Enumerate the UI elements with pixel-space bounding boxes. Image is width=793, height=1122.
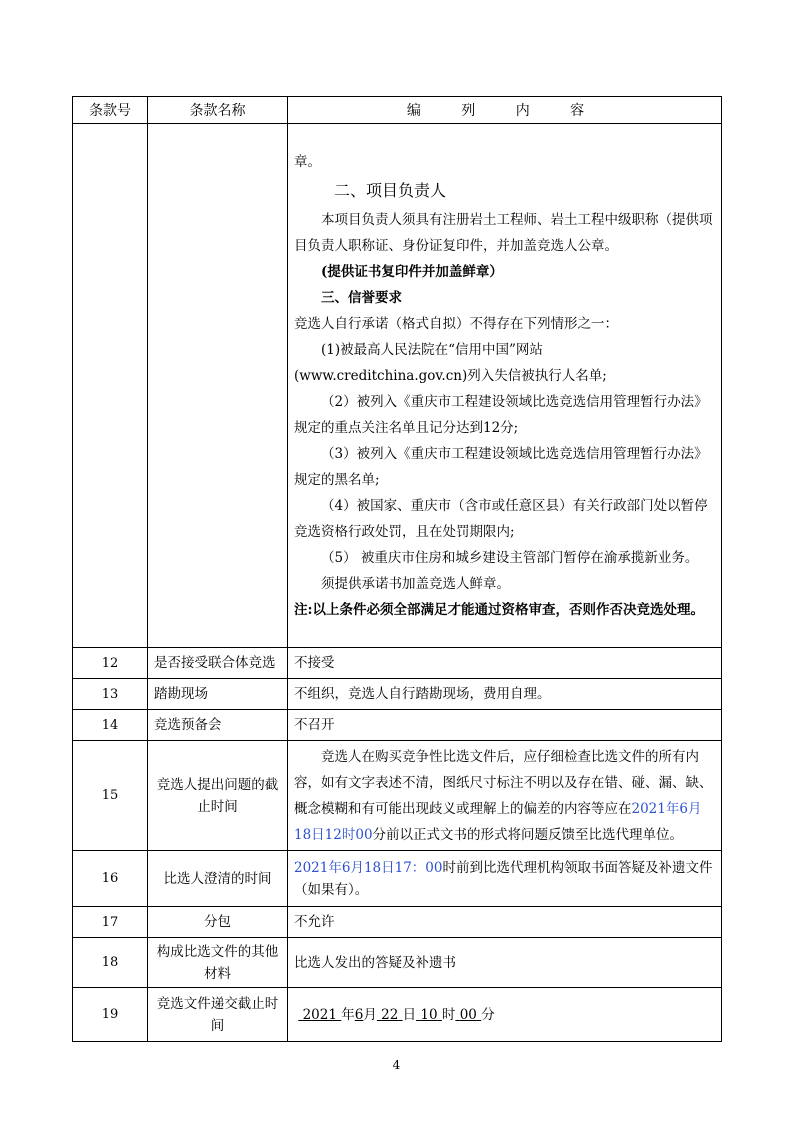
content-text: 时前到比选代理机构领取书面答疑及补遗文件（如果有）。 (294, 859, 713, 898)
clause-name: 是否接受联合体竞选 (148, 648, 288, 679)
deadline-date: 2021年6月18日12时00 (294, 800, 702, 843)
cell-number-empty (73, 124, 148, 648)
page-number: 4 (392, 1058, 401, 1072)
credit-item-3: （3）被列入《重庆市工程建设领域比选竞选信用管理暂行办法》规定的黑名单; (294, 445, 708, 488)
credit-item-2: （2）被列入《重庆市工程建设领域比选竞选信用管理暂行办法》规定的重点关注名单且记分达到12分; (294, 393, 708, 436)
clause-number: 14 (73, 710, 148, 741)
clause-number: 16 (73, 851, 148, 907)
table-row (73, 679, 722, 710)
clause-content: 比选人发出的答疑及补遗书 (288, 938, 722, 988)
clause-content: 不组织，竞选人自行踏勘现场，费用自理。 (288, 679, 722, 710)
table-row-continued (73, 124, 722, 648)
table-row (73, 938, 722, 988)
bold-note-certificate: (提供证书复印件并加盖鲜章） (321, 263, 503, 280)
table-row (73, 988, 722, 1042)
qualification-note: 注:以上条件必须全部满足才能通过资格审查，否则作否决竞选处理。 (294, 601, 704, 618)
section-heading-credit: 三、信誉要求 (321, 289, 402, 306)
deadline-day: 22 (381, 1006, 399, 1023)
clarification-date: 2021年6月18日17：00 (294, 859, 443, 876)
table-row (73, 648, 722, 679)
clause-content (288, 851, 722, 907)
credit-item-4: （4）被国家、重庆市（含市或任意区县）有关行政部门处以暂停竞选资格行政处罚，且在处罚期限内; (294, 497, 708, 540)
table-row (73, 851, 722, 907)
table-header-row (73, 97, 722, 124)
deadline-minute: 00 (459, 1006, 477, 1023)
header-clause-number: 条款号 (73, 97, 148, 124)
header-clause-name: 条款名称 (148, 97, 288, 124)
clause-number: 18 (73, 938, 148, 988)
cell-content (288, 124, 722, 648)
clause-name: 比选人澄清的时间 (148, 851, 288, 907)
clause-name: 踏勘现场 (148, 679, 288, 710)
clause-name: 竞选预备会 (148, 710, 288, 741)
credit-commitment-note: 须提供承诺书加盖竞选人鲜章。 (321, 575, 510, 592)
clause-name: 竞选文件递交截止时间 (148, 988, 288, 1042)
table-row (73, 710, 722, 741)
deadline-hour: 10 (420, 1006, 438, 1023)
clause-name: 分包 (148, 907, 288, 938)
cell-name-empty (148, 124, 288, 648)
header-content: 编 列 内 容 (288, 97, 722, 124)
clause-name: 竞选人提出问题的截止时间 (148, 741, 288, 851)
table-row (73, 907, 722, 938)
clause-content (288, 741, 722, 851)
clause-content: 不允许 (288, 907, 722, 938)
paragraph-project-leader: 本项目负责人须具有注册岩土工程师、岩土工程中级职称（提供项目负责人职称证、身份证复印件，并加盖竞选人公章。 (294, 211, 713, 254)
credit-item-1: (1)被最高人民法院在“信用中国”网站(www.creditchina.gov.cn)列入失信被执行人名单; (294, 341, 607, 384)
clause-content: 不接受 (288, 648, 722, 679)
deadline-year: 2021 (302, 1006, 337, 1023)
text-line: 章。 (294, 153, 321, 170)
paragraph-credit-intro: 竞选人自行承诺（格式自拟）不得存在下列情形之一： (294, 315, 618, 332)
clause-content: 不召开 (288, 710, 722, 741)
content-text: 竞选人在购买竞争性比选文件后，应仔细检查比选文件的所有内容，如有文字表述不清，图纸尺寸标注不明以及存在错、碰、漏、缺、概念模糊和有可能出现歧义或理解上的偏差的内容等应在 (294, 748, 713, 817)
clause-number: 13 (73, 679, 148, 710)
clause-table (72, 96, 722, 1042)
credit-item-5: （5） 被重庆市住房和城乡建设主管部门暂停在渝承揽新业务。 (321, 549, 699, 566)
clause-number: 12 (73, 648, 148, 679)
clause-name: 构成比选文件的其他材料 (148, 938, 288, 988)
clause-number: 19 (73, 988, 148, 1042)
table-row (73, 741, 722, 851)
content-text: 分前以正式文书的形式将问题反馈至比选代理单位。 (372, 826, 684, 843)
section-heading-project-leader: 二、项目负责人 (334, 180, 447, 200)
deadline-month: 6 (354, 1006, 364, 1023)
clause-number: 17 (73, 907, 148, 938)
clause-content: 2021 年6月 22 日 10 时 00 分 (288, 988, 722, 1042)
clause-number: 15 (73, 741, 148, 851)
